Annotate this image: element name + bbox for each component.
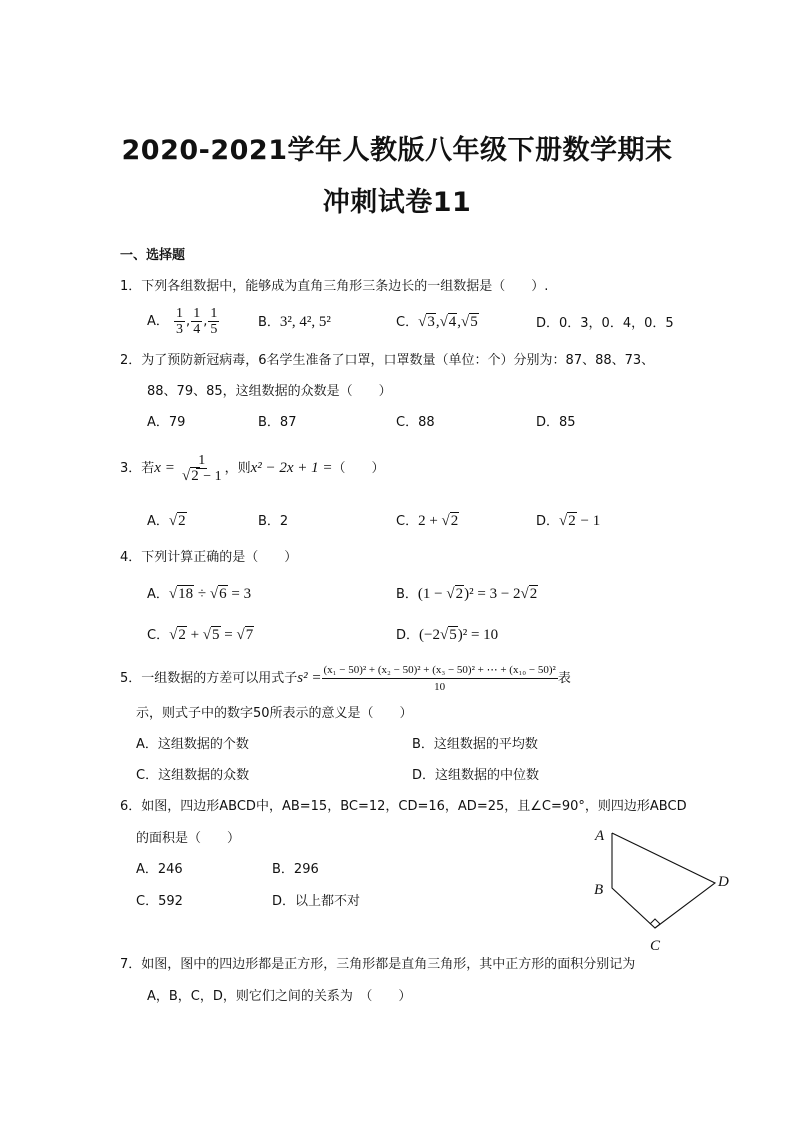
doc-title-line1: 2020-2021学年人教版八年级下册数学期末 — [121, 135, 673, 166]
q6-quadrilateral-figure — [585, 818, 745, 958]
q3-fraction: $\frac{1}{√2 - 1}$ — [181, 453, 222, 484]
q2-option-b[interactable]: B．87 — [258, 415, 297, 430]
q3-stem: 3．若x = $\frac{1}{√2 - 1}$ ，则x² − 2x + 1 =（ ） — [120, 453, 385, 484]
q1-stem: 1．下列各组数据中，能够成为直角三角形三条边长的一组数据是（ ）. — [120, 279, 549, 294]
q3-option-a[interactable]: A．√2 — [147, 513, 186, 529]
q2-stem-line2: 88、79、85，这组数据的众数是（ ） — [147, 384, 392, 399]
q1-a-frac-3: $\frac{1}{5}$ — [210, 306, 218, 337]
q1-a-frac-1: $\frac{1}{3}$ — [176, 306, 184, 337]
q6-option-c[interactable]: C．592 — [136, 894, 183, 909]
section-heading: 一、选择题 — [120, 248, 186, 263]
q6-right-angle-mark — [650, 919, 660, 928]
q4-option-c[interactable]: C．√2 + √5 = √7 — [147, 627, 254, 643]
q1-a-label: A． — [147, 314, 169, 329]
q2-option-d[interactable]: D．85 — [536, 415, 576, 430]
q7-stem-line1: 7．如图，图中的四边形都是正方形，三角形都是直角三角形，其中正方形的面积分别记为 — [120, 957, 636, 972]
q4-option-d[interactable]: D．(−2√5)² = 10 — [396, 627, 499, 643]
q2-option-a[interactable]: A．79 — [147, 415, 186, 430]
q5-variance-fraction: $\frac{\text{(x₁ − 50)² + (x₂ − 50)² + (x₃ − 50)² + ⋯ + (x₁₀ − 50)²}}{10}$ — [323, 664, 556, 693]
q6-label-b: B — [594, 882, 604, 898]
q6-label-a: A — [595, 828, 605, 844]
q5-option-c[interactable]: C．这组数据的众数 — [136, 768, 250, 783]
q1-option-a[interactable]: A． $\frac{1}{3}$ , $\frac{1}{4}$ , $\frac{1}{5}$ — [147, 306, 218, 337]
q6-option-d[interactable]: D．以上都不对 — [272, 894, 361, 909]
doc-title-line2: 冲刺试卷11 — [322, 187, 472, 218]
q1-option-d[interactable]: D．0．3，0．4，0．5 — [536, 316, 674, 331]
q6-label-d: D — [718, 874, 729, 890]
q7-stem-line2: A，B，C，D，则它们之间的关系为 （ ） — [147, 989, 412, 1004]
q1-option-c[interactable]: C．√3,√4,√5 — [396, 314, 478, 330]
q4-option-b[interactable]: B．(1 − √2)² = 3 − 2√2 — [396, 586, 538, 602]
q5-stem-line1: 5．一组数据的方差可以用式子s² = $\frac{\text{(x₁ − 50)² + (x₂ − 50)² + (x₃ − 50)² + ⋯ + (x₁₀ − 50)²}}{10}$ 表 — [120, 664, 571, 693]
q6-option-b[interactable]: B．296 — [272, 862, 319, 877]
q5-stem-line2: 示，则式子中的数字50所表示的意义是（ ） — [136, 706, 413, 721]
q3-option-d[interactable]: D．√2 − 1 — [536, 513, 601, 529]
q4-stem: 4．下列计算正确的是（ ） — [120, 550, 298, 565]
q4-option-a[interactable]: A．√18 ÷ √6 = 3 — [147, 586, 252, 602]
q6-stem-line2: 的面积是（ ） — [136, 831, 241, 846]
q1-a-frac-2: $\frac{1}{4}$ — [193, 306, 201, 337]
q3-option-b[interactable]: B．2 — [258, 514, 289, 529]
q6-quadrilateral-outline — [612, 833, 715, 928]
q2-option-c[interactable]: C．88 — [396, 415, 435, 430]
q5-option-b[interactable]: B．这组数据的平均数 — [412, 737, 538, 752]
q6-stem-line1: 6．如图，四边形ABCD中，AB=15，BC=12，CD=16，AD=25，且∠C=90°，则四边形ABCD — [120, 799, 687, 814]
q2-stem-line1: 2．为了预防新冠病毒，6名学生准备了口罩，口罩数量（单位：个）分别为：87、88、73、 — [120, 353, 655, 368]
q6-label-c: C — [650, 938, 661, 954]
q1-option-b[interactable]: B．3², 4², 5² — [258, 314, 331, 330]
q3-option-c[interactable]: C．2 + √2 — [396, 513, 459, 529]
q6-option-a[interactable]: A．246 — [136, 862, 183, 877]
q5-option-a[interactable]: A．这组数据的个数 — [136, 737, 249, 752]
q5-option-d[interactable]: D．这组数据的中位数 — [412, 768, 540, 783]
